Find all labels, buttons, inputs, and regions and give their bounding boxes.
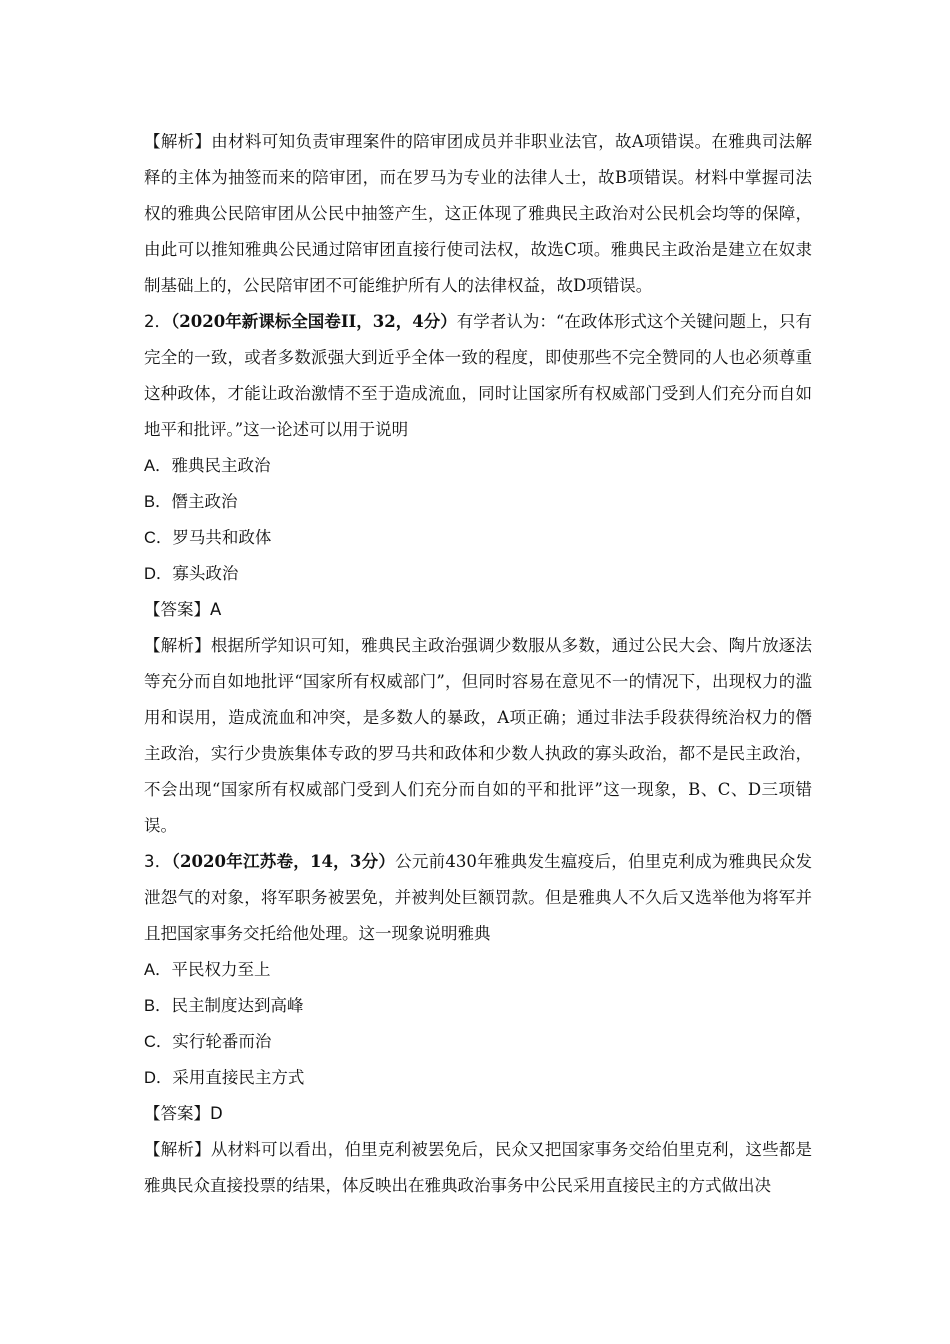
analysis-label: 【解析】 <box>144 1140 211 1159</box>
question-3-answer <box>144 1096 812 1132</box>
analysis-text: 根据所学知识可知，雅典民主政治强调少数服从多数，通过公民大会、陶片放逐法等充分而自如地批评“国家所有权威部门”，但同时容易在意见不一的情况下，出现权力的滥用和误用，造成流血和冲突，是多数人的暴政，A项正确；通过非法手段获得统治权力的僭主政治，实行少贵族集体专政的罗马共和政体和少数人执政的寡头政治，都不是民主政治，不会出现“国家所有权威部门受到人们充分而自如的平和批评”这一现象，B、C、D三项错误。 <box>144 636 813 835</box>
option-letter: B． <box>144 997 172 1015</box>
question-source: （2020年江苏卷，14，3分） <box>171 852 396 871</box>
option-text: 民主制度达到高峰 <box>171 996 304 1015</box>
question-3-option-d <box>144 1060 812 1096</box>
question-number: 2． <box>144 312 172 331</box>
option-text: 采用直接民主方式 <box>172 1068 305 1087</box>
option-letter: A． <box>144 961 172 979</box>
answer-label: 【答案】 <box>144 1104 210 1123</box>
option-letter: C． <box>144 1033 173 1051</box>
question-3-option-a <box>144 952 812 988</box>
answer-label: 【答案】 <box>144 600 210 619</box>
q1-analysis <box>144 124 812 304</box>
question-source: （2020年新课标全国卷II，32，4分） <box>171 312 457 331</box>
option-letter: D． <box>144 1069 173 1087</box>
analysis-text: 从材料可以看出，伯里克利被罢免后，民众又把国家事务交给伯里克利，这些都是雅典民众直接投票的结果，体反映出在雅典政治事务中公民采用直接民主的方式做出决 <box>144 1140 813 1195</box>
question-text: 有学者认为：“在政体形式这个关键问题上，只有完全的一致，或者多数派强大到近乎全体一致的程度，即使那些不完全赞同的人也必须尊重这种政体，才能让政治激情不至于造成流血，同时让国家所有权威部门受到人们充分而自如地平和批评。”这一论述可以用于说明 <box>144 312 813 439</box>
option-text: 寡头政治 <box>172 564 239 583</box>
question-3-analysis <box>144 1132 812 1204</box>
question-2-option-a <box>144 448 812 484</box>
question-number: 3． <box>144 852 172 871</box>
analysis-label: 【解析】 <box>144 636 211 655</box>
question-2-option-c <box>144 520 812 556</box>
question-2-stem <box>144 304 812 448</box>
option-letter: C． <box>144 529 173 547</box>
analysis-text: 由材料可知负责审理案件的陪审团成员并非职业法官，故A项错误。在雅典司法解释的主体为抽签而来的陪审团，而在罗马为专业的法律人士，故B项错误。材料中掌握司法权的雅典公民陪审团从公民中抽签产生，这正体现了雅典民主政治对公民机会均等的保障，由此可以推知雅典公民通过陪审团直接行使司法权，故选C项。雅典民主政治是建立在奴隶制基础上的，公民陪审团不可能维护所有人的法律权益，故D项错误。 <box>144 132 813 295</box>
question-2-option-d <box>144 556 812 592</box>
question-3-option-b <box>144 988 812 1024</box>
question-2-option-b <box>144 484 812 520</box>
question-2-analysis <box>144 628 812 844</box>
document-page <box>144 124 812 1204</box>
answer-value: A <box>210 600 222 619</box>
option-letter: B． <box>144 493 172 511</box>
question-2-answer <box>144 592 812 628</box>
answer-value: D <box>210 1104 223 1123</box>
option-letter: D． <box>144 565 173 583</box>
option-text: 罗马共和政体 <box>172 528 272 547</box>
option-text: 平民权力至上 <box>171 960 271 979</box>
analysis-label: 【解析】 <box>144 132 212 151</box>
question-text: 公元前430年雅典发生瘟疫后，伯里克利成为雅典民众发泄怨气的对象，将军职务被罢免，并被判处巨额罚款。但是雅典人不久后又选举他为将军并且把国家事务交托给他处理。这一现象说明雅典 <box>144 852 812 943</box>
option-letter: A． <box>144 457 172 475</box>
question-3-stem <box>144 844 812 952</box>
option-text: 僭主政治 <box>171 492 238 511</box>
option-text: 实行轮番而治 <box>172 1032 272 1051</box>
question-3-option-c <box>144 1024 812 1060</box>
option-text: 雅典民主政治 <box>171 456 271 475</box>
